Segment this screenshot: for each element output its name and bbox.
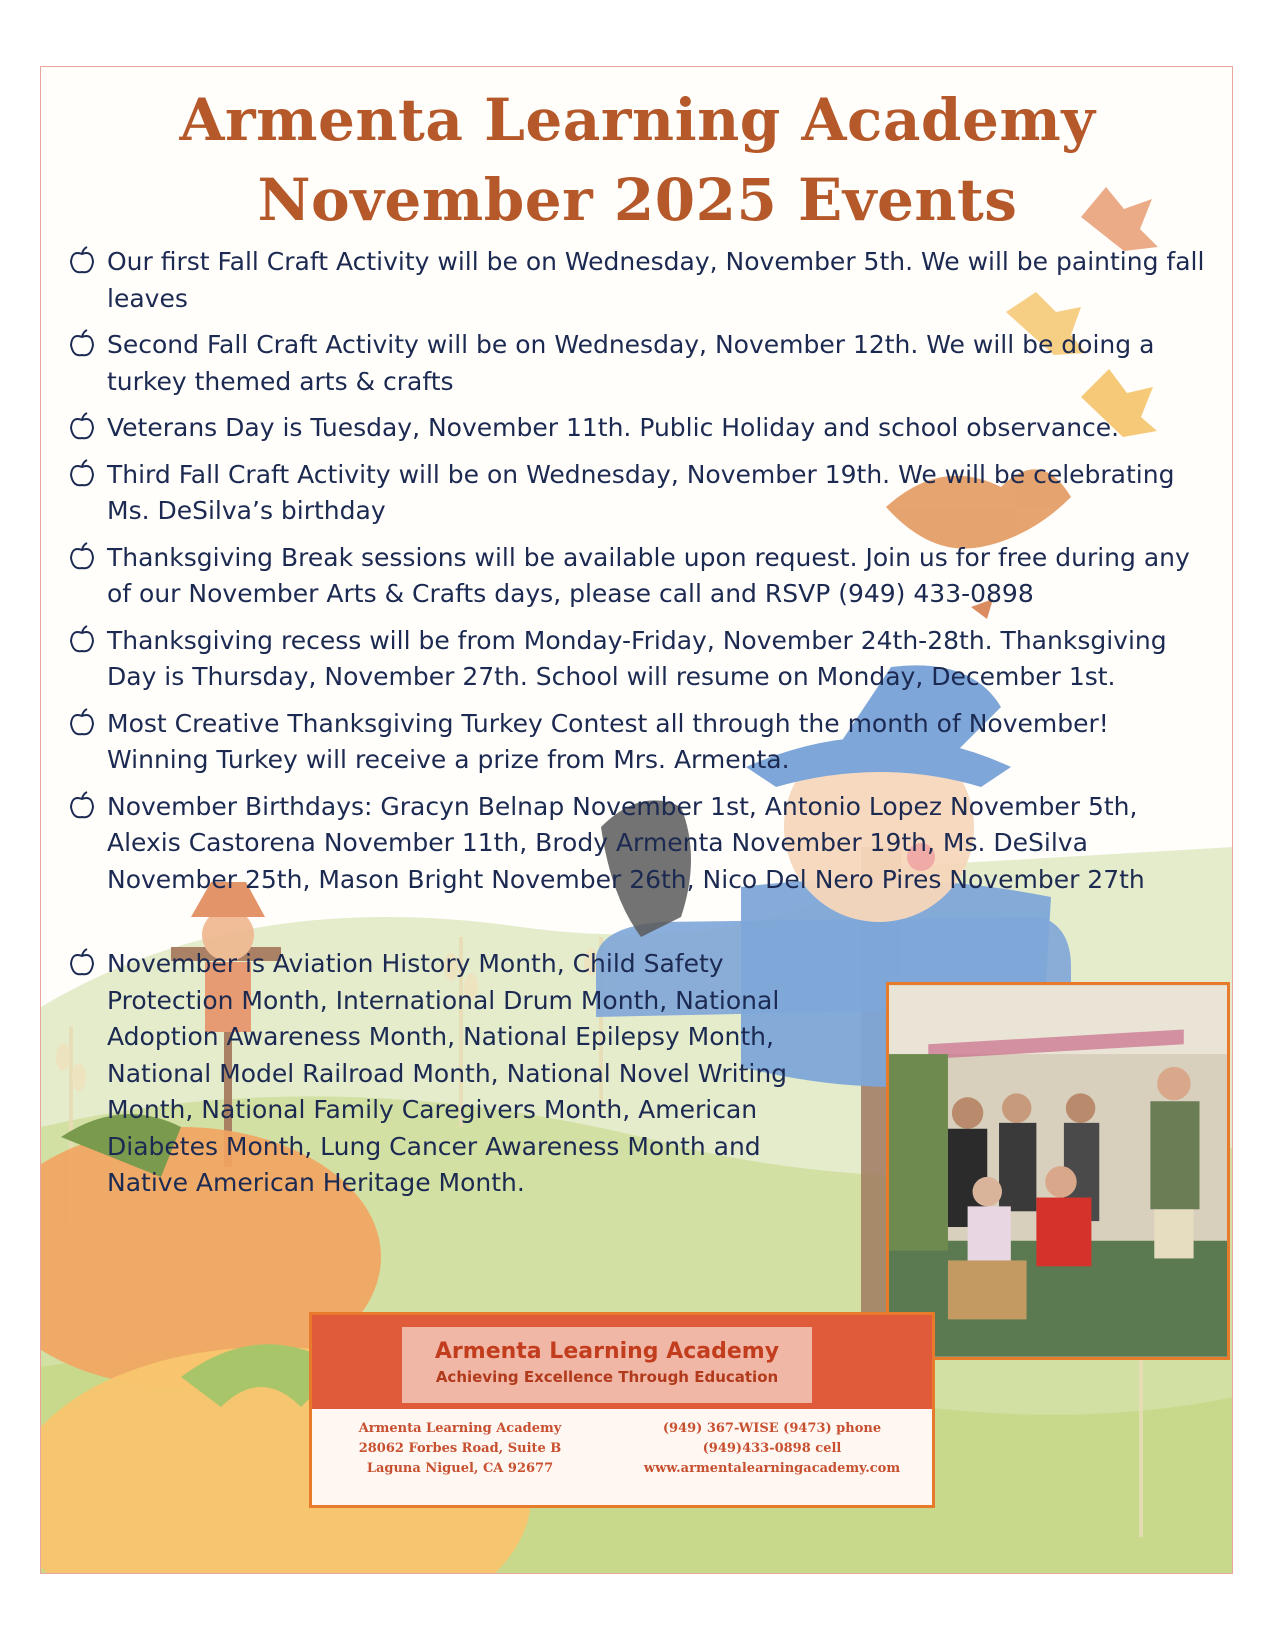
event-item bbox=[67, 410, 1217, 447]
footer-phone: (949) 367-WISE (9473) phone bbox=[662, 1421, 882, 1436]
event-text: Second Fall Craft Activity will be on Wednesday, November 12th. We will be doing a turkey themed arts & crafts bbox=[107, 330, 1155, 396]
apple-bullet-icon bbox=[67, 244, 97, 280]
event-text: Thanksgiving recess will be from Monday-Friday, November 24th-28th. Thanksgiving Day is Thursday, November 27th. School will resume on Monday, December 1st. bbox=[107, 625, 1167, 691]
flyer-page bbox=[40, 66, 1233, 1574]
footer-business-card bbox=[309, 1312, 935, 1508]
class-group-photo bbox=[886, 982, 1230, 1360]
footer-banner bbox=[312, 1315, 932, 1409]
footer-academy-name: Armenta Learning Academy bbox=[434, 1339, 780, 1364]
event-text: November Birthdays: Gracyn Belnap November 1st, Antonio Lopez November 5th, Alexis Castorena November 11th, Brody Armenta November 19th, Ms. DeSilva November 25th, Mason Bright November 26th, Nico Del Nero Pires November 27th bbox=[107, 791, 1145, 894]
event-item bbox=[67, 540, 1217, 613]
classroom-photo-illustration bbox=[889, 985, 1227, 1357]
event-item bbox=[67, 327, 1217, 400]
footer-address-street: 28062 Forbes Road, Suite B bbox=[358, 1441, 562, 1456]
page-title-line2: November 2025 Events bbox=[257, 166, 1018, 234]
event-item bbox=[67, 789, 1217, 899]
footer-tagline: Achieving Excellence Through Education bbox=[435, 1368, 779, 1386]
event-text: Our first Fall Craft Activity will be on Wednesday, November 5th. We will be painting fall leaves bbox=[107, 247, 1205, 313]
event-text: Most Creative Thanksgiving Turkey Contest all through the month of November! Winning Turkey will receive a prize from Mrs. Armenta. bbox=[107, 708, 1109, 774]
apple-bullet-icon bbox=[67, 706, 97, 742]
footer-banner-inner bbox=[402, 1327, 812, 1403]
event-text: Veterans Day is Tuesday, November 11th. Public Holiday and school observance. bbox=[107, 413, 1120, 442]
event-text: Third Fall Craft Activity will be on Wednesday, November 19th. We will be celebrating Ms. DeSilva’s birthday bbox=[107, 459, 1175, 525]
footer-website-link[interactable]: www.armentalearningacademy.com bbox=[643, 1461, 901, 1476]
apple-bullet-icon bbox=[67, 327, 97, 363]
event-item bbox=[67, 244, 1217, 317]
footer-address-name: Armenta Learning Academy bbox=[358, 1421, 562, 1436]
apple-bullet-icon bbox=[67, 946, 97, 982]
footer-address-city: Laguna Niguel, CA 92677 bbox=[366, 1461, 554, 1476]
footer-contact bbox=[622, 1419, 922, 1479]
footer-cell: (949)433-0898 cell bbox=[702, 1441, 842, 1456]
event-text: Thanksgiving Break sessions will be available upon request. Join us for free during any of our November Arts & Crafts days, please call and RSVP (949) 433-0898 bbox=[107, 542, 1190, 608]
event-item bbox=[67, 623, 1217, 696]
apple-bullet-icon bbox=[67, 540, 97, 576]
footer-address bbox=[340, 1419, 580, 1479]
page-title-line1: Armenta Learning Academy bbox=[179, 86, 1096, 154]
event-text: November is Aviation History Month, Child Safety Protection Month, International Drum Month, National Adoption Awareness Month, National Epilepsy Month, National Model Railroad Month, National Novel Writing Month, National Family Caregivers Month, American Diabetes Month, Lung Cancer Awareness Month and Native American Heritage Month. bbox=[107, 949, 788, 1197]
event-item bbox=[67, 946, 847, 1202]
apple-bullet-icon bbox=[67, 789, 97, 825]
event-item bbox=[67, 457, 1217, 530]
apple-bullet-icon bbox=[67, 410, 97, 446]
apple-bullet-icon bbox=[67, 623, 97, 659]
apple-bullet-icon bbox=[67, 457, 97, 493]
event-item bbox=[67, 706, 1217, 779]
